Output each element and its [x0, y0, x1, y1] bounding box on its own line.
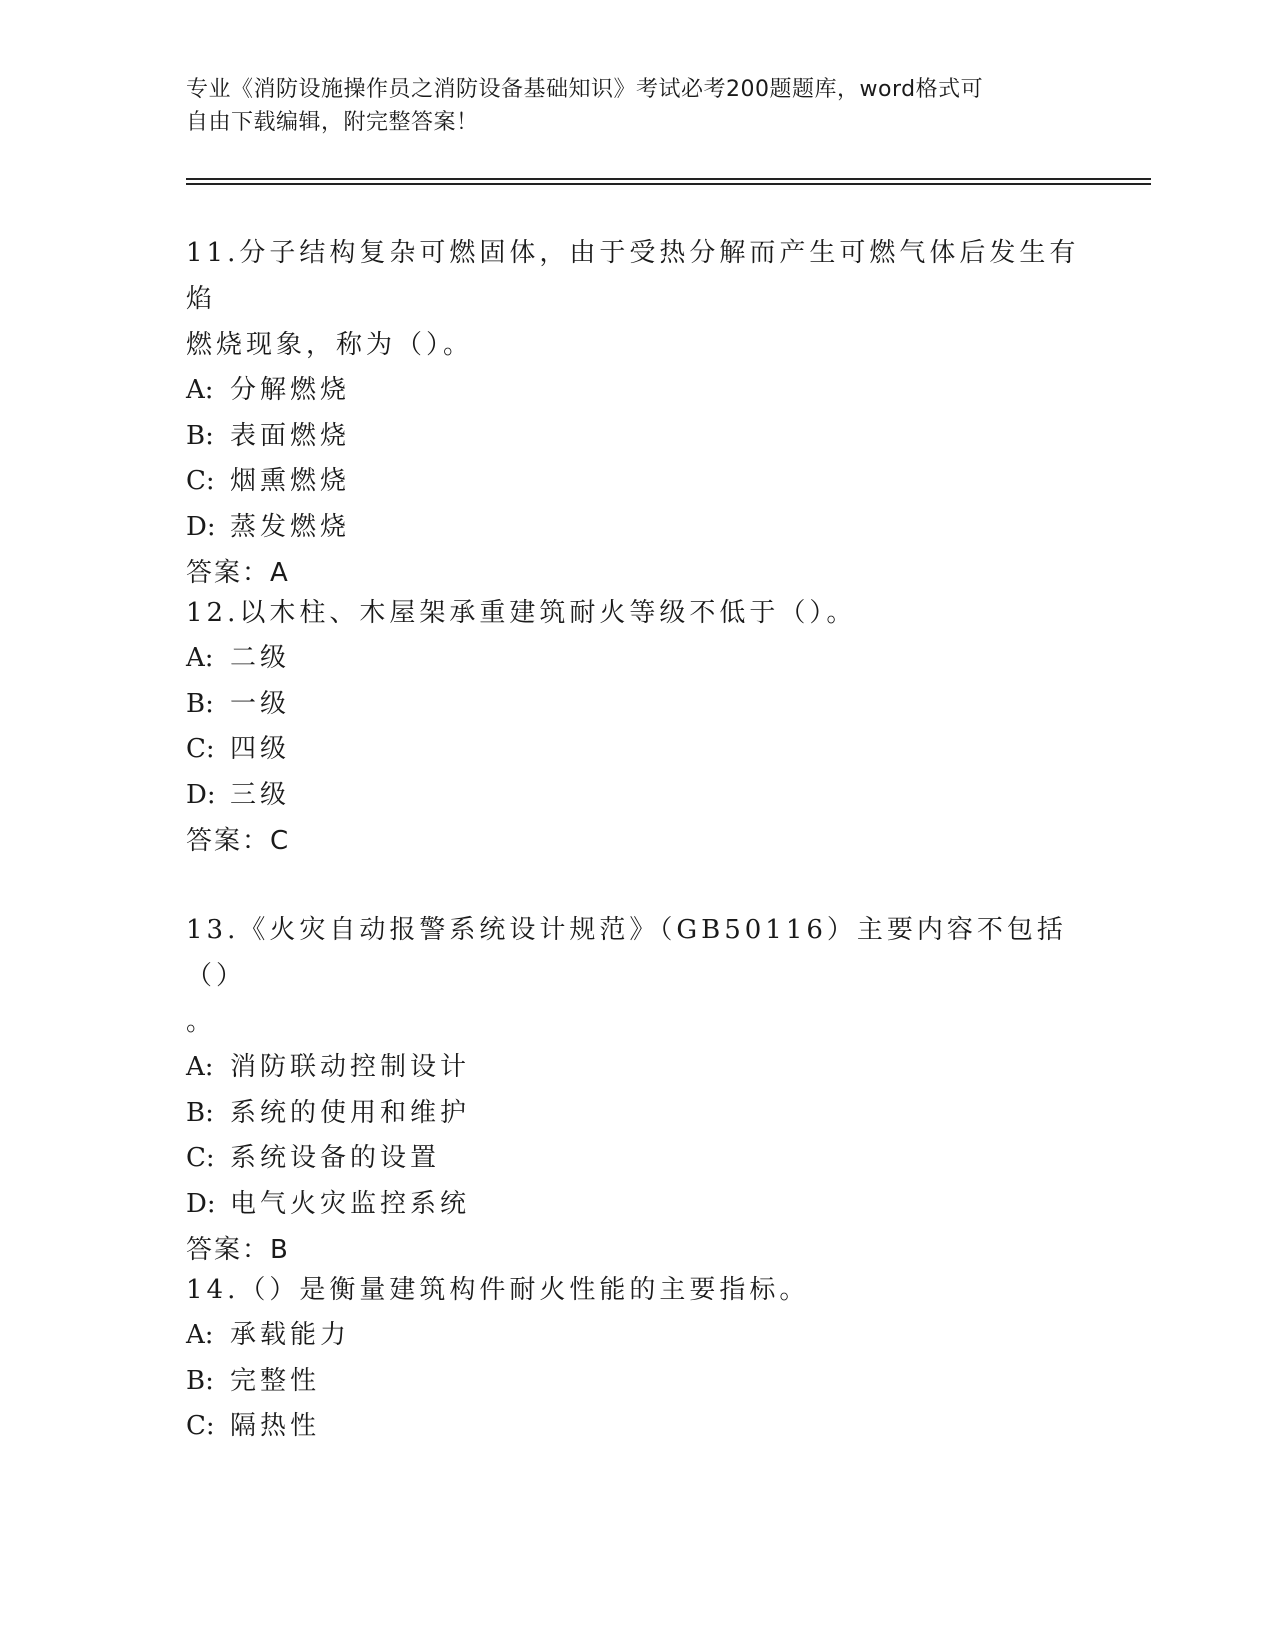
option-text: 蒸发燃烧	[230, 511, 351, 542]
option-letter: B:	[186, 688, 214, 719]
option-letter: C:	[186, 466, 215, 496]
option-letter: A:	[186, 1052, 214, 1082]
option-letter: C:	[186, 734, 215, 764]
option-text: 电气火灾监控系统	[230, 1188, 471, 1219]
option-text: 表面燃烧	[230, 420, 351, 451]
option-text: 四级	[230, 734, 291, 764]
question-text-line-1: 13.《火灾自动报警系统设计规范》（GB50116）主要内容不包括（）	[186, 915, 1067, 991]
question-text-line-1: 12.以木柱、木屋架承重建筑耐火等级不低于（）。	[186, 598, 857, 628]
option-text: 二级	[230, 643, 291, 673]
question-12	[186, 590, 1086, 864]
question-14	[186, 1267, 1086, 1450]
option-letter: C:	[186, 1411, 215, 1441]
option-text: 消防联动控制设计	[230, 1052, 471, 1082]
option-letter: A:	[186, 1320, 214, 1350]
option-text: 隔热性	[230, 1411, 321, 1441]
option-a	[186, 1313, 1086, 1359]
option-c	[186, 1136, 1086, 1182]
answer-value: C	[270, 826, 289, 856]
answer-label: 答案：	[186, 558, 271, 588]
answer-value: B	[270, 1235, 288, 1265]
option-a	[186, 636, 1086, 682]
question-text-line-1: 14.（）是衡量建筑构件耐火性能的主要指标。	[186, 1275, 810, 1305]
answer-label: 答案：	[186, 826, 271, 856]
option-letter: D:	[186, 1188, 216, 1219]
question-text-line-2: 燃烧现象，称为（）。	[186, 330, 474, 360]
header-divider-top	[186, 178, 1151, 180]
option-a	[186, 368, 1086, 414]
option-text: 承载能力	[230, 1320, 351, 1350]
option-a	[186, 1045, 1086, 1091]
option-letter: D:	[186, 511, 216, 542]
header-divider-bottom	[186, 183, 1151, 185]
option-text: 烟熏燃烧	[230, 466, 351, 496]
option-text: 三级	[230, 779, 291, 810]
option-c	[186, 459, 1086, 505]
option-text: 完整性	[230, 1365, 321, 1396]
option-letter: B:	[186, 1365, 214, 1396]
question-text-line-1: 11.分子结构复杂可燃固体，由于受热分解而产生可燃气体后发生有焰	[186, 238, 1080, 314]
option-c	[186, 727, 1086, 773]
option-b	[186, 414, 1086, 460]
option-letter: D:	[186, 779, 216, 810]
answer-label: 答案：	[186, 1235, 271, 1265]
option-letter: B:	[186, 420, 214, 451]
option-text: 一级	[230, 688, 291, 719]
answer	[186, 818, 1086, 864]
option-text: 分解燃烧	[230, 375, 351, 405]
option-d	[186, 773, 1086, 819]
option-c	[186, 1404, 1086, 1450]
question-text-line-2: 。	[186, 1007, 217, 1037]
question-13	[186, 907, 1086, 1273]
option-text: 系统的使用和维护	[230, 1097, 471, 1128]
answer-value: A	[270, 558, 288, 588]
option-letter: A:	[186, 643, 214, 673]
option-b	[186, 1359, 1086, 1405]
question-11	[186, 230, 1086, 596]
option-text: 系统设备的设置	[230, 1143, 441, 1173]
option-letter: A:	[186, 375, 214, 405]
header-line-2: 自由下载编辑，附完整答案！	[186, 110, 479, 135]
option-d	[186, 1182, 1086, 1228]
document-header	[186, 73, 1066, 139]
option-b	[186, 1091, 1086, 1137]
header-line-1: 专业《消防设施操作员之消防设备基础知识》考试必考200题题库，word格式可	[186, 77, 984, 102]
option-letter: B:	[186, 1097, 214, 1128]
option-letter: C:	[186, 1143, 215, 1173]
option-b	[186, 682, 1086, 728]
option-d	[186, 505, 1086, 551]
